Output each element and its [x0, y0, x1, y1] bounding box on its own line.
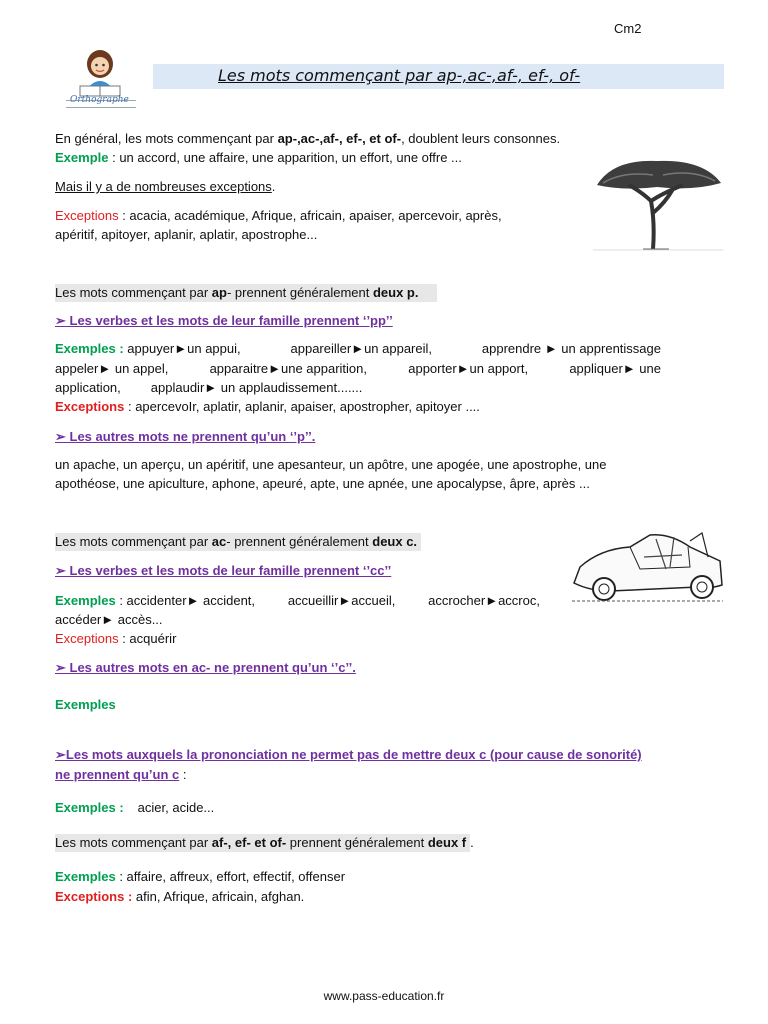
ap-rule-text: Les mots commençant par: [55, 285, 212, 300]
ac-rule: [55, 533, 421, 550]
ac-exceptions-label: Exceptions: [55, 631, 119, 646]
af-examples-text: : affaire, affreux, effort, effectif, offenser: [115, 869, 346, 884]
exceptions-note: [55, 178, 275, 195]
af-exceptions-label: Exceptions :: [55, 889, 133, 904]
ap-example: apporter►un apport,: [408, 361, 529, 376]
intro-text: En général, les mots commençant par: [55, 131, 278, 146]
ap-example: apparaitre►une apparition,: [209, 361, 367, 376]
ap-example: appliquer► une: [569, 361, 661, 376]
ap-heading-pp: ➢ Les verbes et les mots de leur famille prennent ‘’pp’’: [55, 313, 393, 328]
intro-exceptions: [55, 207, 502, 224]
exceptions-text: : acacia, académique, Afrique, africain, apaiser, apercevoir, après,: [118, 208, 502, 223]
af-examples: [55, 868, 345, 885]
ac-heading-c: ➢ Les autres mots en ac- ne prennent qu’un ‘’c’’.: [55, 660, 356, 675]
ap-examples-label: Exemples :: [55, 341, 124, 356]
ap-examples-line-3: [55, 379, 362, 396]
orthographe-logo: [60, 42, 142, 112]
ac-examples-label: Exemples: [55, 593, 116, 608]
example-label: Exemple: [55, 150, 109, 165]
af-rule-text-2: prennent généralement: [286, 835, 428, 850]
ac-examples-line-1: [55, 592, 540, 609]
ap-examples-line-2: [55, 360, 661, 377]
af-rule: [55, 834, 474, 851]
ap-exceptions-text: : apercevoIr, aplatir, aplanir, apaiser, apostropher, apitoyer ....: [124, 399, 480, 414]
ac-example: accueillir►accueil,: [287, 593, 396, 608]
af-rule-end: .: [470, 835, 474, 850]
ap-single-p-line-2: apothéose, une apiculture, aphone, apeuré, apte, une apnée, une apocalypse, âpre, après ...: [55, 476, 590, 491]
ap-single-p-line-1: un apache, un aperçu, un apéritif, une apesanteur, un apôtre, une apogée, une apostrophe, une: [55, 457, 607, 472]
page-title: Les mots commençant par ap-,ac-,af-, ef-, of-: [218, 66, 581, 85]
exceptions-label: Exceptions: [55, 208, 119, 223]
intro-exceptions-cont: apéritif, apitoyer, aplanir, aplatir, apostrophe...: [55, 227, 318, 242]
ac-examples-3: [55, 799, 214, 816]
af-rule-prefix: af-, ef- et of-: [211, 835, 287, 850]
ap-example: appeler► un appel,: [55, 361, 169, 376]
ac-examples-line-2: accéder► accès...: [55, 612, 163, 627]
ac-exceptions: [55, 630, 176, 647]
ac-rule-prefix: ac: [211, 534, 227, 549]
ap-example: applaudir► un applaudissement.......: [150, 380, 363, 395]
wrecked-car-image: [570, 527, 725, 609]
logo-caption: Orthographe: [70, 95, 129, 105]
acacia-tree-image: [593, 153, 723, 251]
ap-examples-line-1: [55, 340, 661, 357]
af-exceptions-text: afin, Afrique, africain, afghan.: [132, 889, 305, 904]
intro-line: [55, 130, 560, 147]
ac-examples-label-3: Exemples :: [55, 800, 124, 815]
ap-example: apprendre ► un apprentissage: [481, 341, 661, 356]
intro-prefixes: ap-,ac-,af-, ef-, et of-: [277, 131, 402, 146]
ac-examples-label-2: Exemples: [55, 697, 116, 712]
ap-heading-p: ➢ Les autres mots ne prennent qu’un ‘’p’’.: [55, 429, 316, 444]
ac-example: : accidenter► accident,: [115, 593, 256, 608]
ac-rule-bold: deux c.: [372, 534, 418, 549]
ac-rule-text: Les mots commençant par: [55, 534, 212, 549]
ac-examples-text-3: acier, acide...: [137, 800, 215, 815]
ac-exceptions-text: : acquérir: [118, 631, 177, 646]
af-rule-bold: deux f: [427, 835, 467, 850]
ap-rule-prefix: ap: [211, 285, 227, 300]
exceptions-note-end: .: [271, 179, 276, 194]
ac-heading-sonority-end: :: [179, 767, 187, 782]
ac-example: accrocher►accroc,: [428, 593, 540, 608]
ap-rule: [55, 284, 437, 301]
ap-example: appuyer►un appui,: [127, 341, 241, 356]
ap-exceptions-label: Exceptions: [55, 399, 125, 414]
intro-text-end: , doublent leurs consonnes.: [401, 131, 561, 146]
level-label: Cm2: [614, 21, 642, 36]
example-text: : un accord, une affaire, une apparition, un effort, une offre ...: [108, 150, 462, 165]
af-examples-label: Exemples: [55, 869, 116, 884]
ac-heading-sonority: ➢Les mots auxquels la prononciation ne permet pas de mettre deux c (pour cause de sonorité): [55, 747, 642, 762]
ap-example: appareiller►un appareil,: [290, 341, 433, 356]
intro-example: [55, 149, 462, 166]
ac-heading-cc: ➢ Les verbes et les mots de leur famille prennent ‘’cc’’: [55, 563, 392, 578]
af-exceptions: [55, 888, 304, 905]
ap-rule-bold: deux p.: [372, 285, 419, 300]
ap-rule-text-2: - prennent généralement: [226, 285, 373, 300]
ap-exceptions: [55, 398, 480, 415]
exceptions-note-text: Mais il y a de nombreuses exceptions: [55, 179, 272, 194]
ac-heading-sonority-2: [55, 766, 186, 783]
footer-url[interactable]: www.pass-education.fr: [323, 989, 445, 1003]
ap-example: application,: [55, 380, 121, 395]
ac-rule-text-2: - prennent généralement: [226, 534, 373, 549]
ac-heading-sonority-text: ne prennent qu’un c: [55, 767, 180, 782]
af-rule-text: Les mots commençant par: [55, 835, 212, 850]
